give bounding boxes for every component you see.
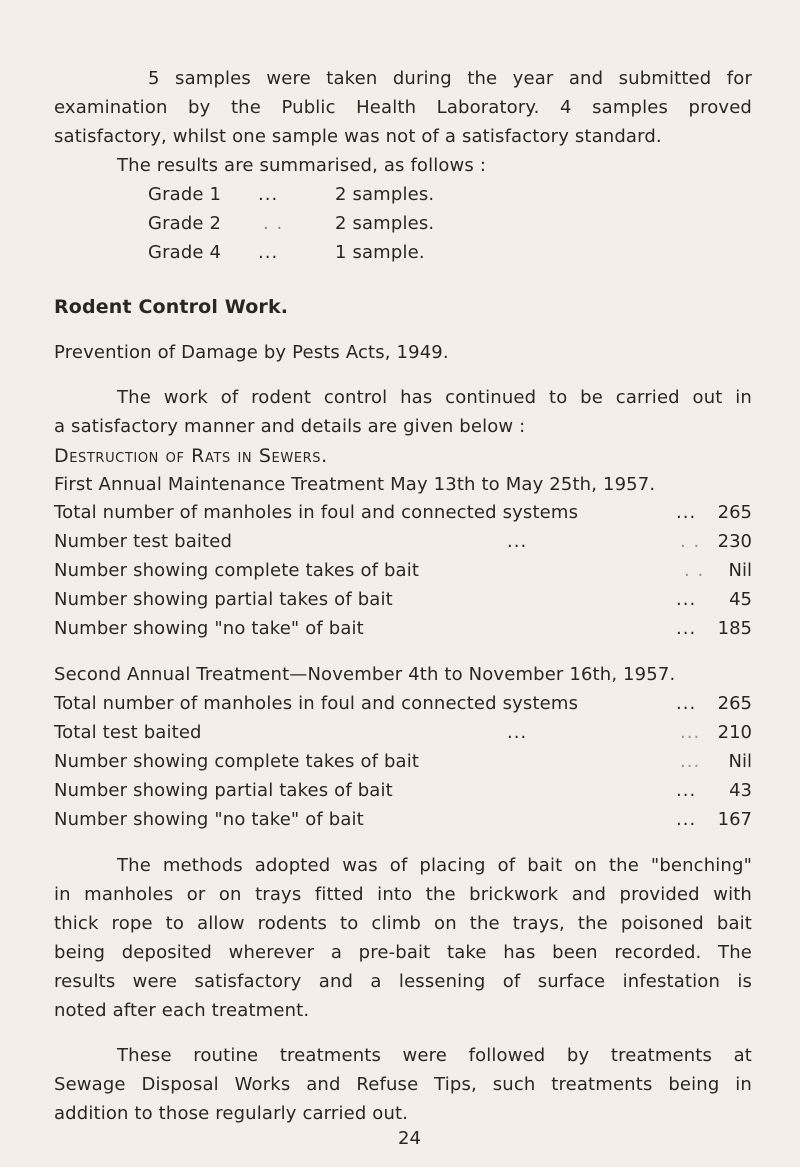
table-row-value: 230	[717, 531, 752, 552]
table-row-value: 210	[717, 722, 752, 743]
subsection-title: Destruction of Rats in Sewers.	[54, 445, 328, 467]
methods-line-2: in manholes or on trays fitted into the brickwork and provided with	[54, 884, 752, 905]
table-row-label: Number showing complete takes of bait	[54, 751, 420, 772]
routine-line-1: These routine treatments were followed by treatments at	[117, 1045, 752, 1066]
table-row-leader: . .	[680, 531, 701, 552]
methods-line-4: being deposited wherever a pre-bait take has been recorded. The	[54, 942, 752, 963]
table-row-leader: ...	[676, 780, 697, 801]
table-row-value: 185	[717, 618, 752, 639]
first-treatment-title: First Annual Maintenance Treatment May 13th to May 25th, 1957.	[54, 474, 656, 495]
grade-leader: ...	[258, 242, 279, 263]
methods-line-5: results were satisfactory and a lessening of surface infestation is	[54, 971, 752, 992]
methods-line-3: thick rope to allow rodents to climb on the trays, the poisoned bait	[54, 913, 752, 934]
table-row-value: 43	[729, 780, 752, 801]
rodent-para-line-2: a satisfactory manner and details are given below :	[54, 416, 526, 437]
table-row-label: Number showing partial takes of bait	[54, 589, 393, 610]
table-row-label: Number showing "no take" of bait	[54, 618, 364, 639]
grade-leader: . .	[263, 213, 284, 234]
grade-label: Grade 4	[148, 242, 222, 263]
grade-result: 2 samples.	[335, 184, 435, 205]
grade-label: Grade 2	[148, 213, 222, 234]
section-heading: Rodent Control Work.	[54, 296, 289, 318]
second-treatment-title: Second Annual Treatment—November 4th to November 16th, 1957.	[54, 664, 676, 685]
table-row-value: 45	[729, 589, 752, 610]
table-row-leader: ...	[680, 722, 701, 743]
table-row-leader: ...	[507, 722, 528, 743]
intro-line-3: satisfactory, whilst one sample was not of a satisfactory standard.	[54, 126, 662, 147]
methods-line-6: noted after each treatment.	[54, 1000, 310, 1021]
intro-line-4: The results are summarised, as follows :	[117, 155, 487, 176]
act-title: Prevention of Damage by Pests Acts, 1949.	[54, 342, 449, 363]
table-row-leader: ...	[676, 589, 697, 610]
rodent-para-line-1: The work of rodent control has continued to be carried out in	[117, 387, 752, 408]
grade-leader: ...	[258, 184, 279, 205]
table-row-label: Number showing partial takes of bait	[54, 780, 393, 801]
intro-line-2: examination by the Public Health Laboratory. 4 samples proved	[54, 97, 752, 118]
table-row-leader: ...	[676, 502, 697, 523]
table-row-value: 265	[717, 502, 752, 523]
table-row-leader: ...	[676, 809, 697, 830]
table-row-label: Total number of manholes in foul and connected systems	[54, 502, 579, 523]
table-row-leader: ...	[676, 618, 697, 639]
table-row-leader: . .	[684, 560, 705, 581]
table-row-label: Total number of manholes in foul and connected systems	[54, 693, 579, 714]
table-row-leader: ...	[507, 531, 528, 552]
table-row-label: Number showing "no take" of bait	[54, 809, 364, 830]
methods-line-1: The methods adopted was of placing of bait on the "benching"	[117, 855, 752, 876]
intro-line-1: 5 samples were taken during the year and submitted for	[148, 68, 752, 89]
table-row-value: Nil	[728, 751, 752, 772]
routine-line-2: Sewage Disposal Works and Refuse Tips, such treatments being in	[54, 1074, 752, 1095]
table-row-leader: ...	[676, 693, 697, 714]
table-row-label: Number showing complete takes of bait	[54, 560, 420, 581]
table-row-value: Nil	[728, 560, 752, 581]
grade-result: 1 sample.	[335, 242, 425, 263]
grade-label: Grade 1	[148, 184, 222, 205]
table-row-value: 265	[717, 693, 752, 714]
table-row-label: Number test baited	[54, 531, 233, 552]
table-row-value: 167	[717, 809, 752, 830]
table-row-label: Total test baited	[54, 722, 202, 743]
table-row-leader: ...	[680, 751, 701, 772]
grade-result: 2 samples.	[335, 213, 435, 234]
page-number: 24	[398, 1128, 421, 1149]
routine-line-3: addition to those regularly carried out.	[54, 1103, 409, 1124]
